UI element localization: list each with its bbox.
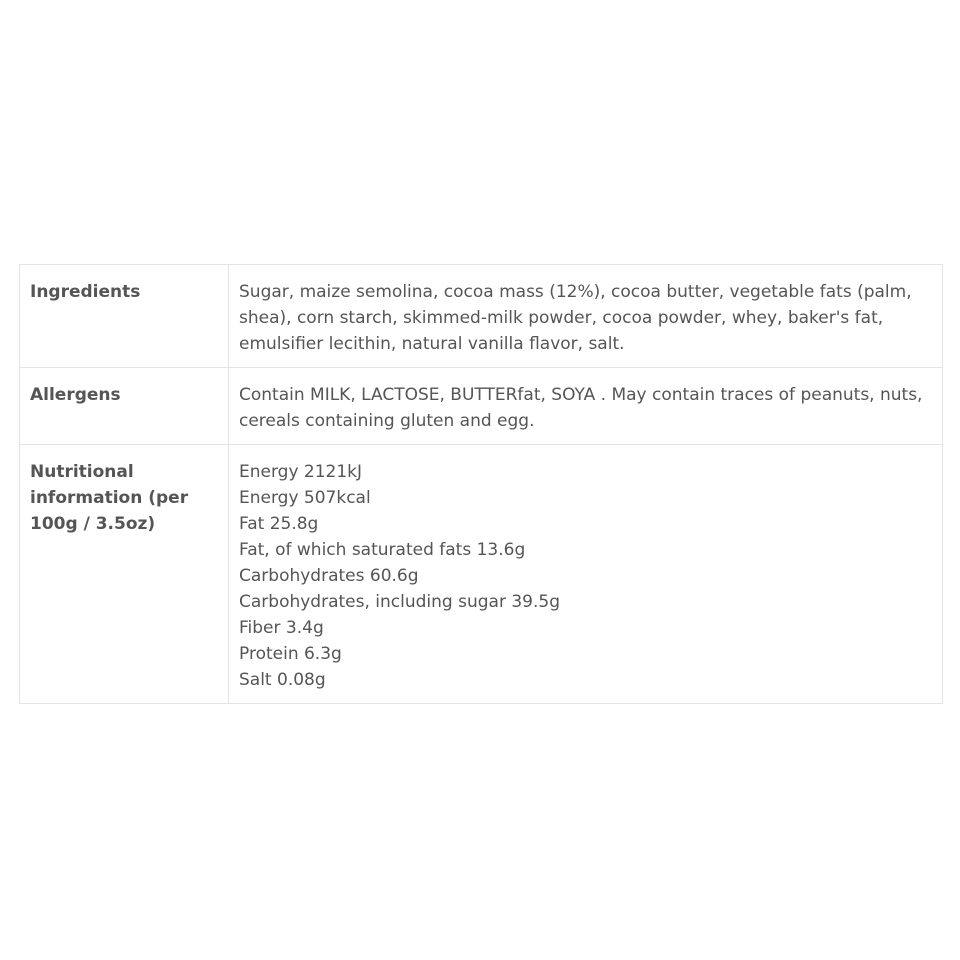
allergens-text: Contain MILK, LACTOSE, BUTTERfat, SOYA . May contain traces of peanuts, nuts, cereals containing gluten and egg. — [239, 385, 923, 431]
allergens-value — [229, 368, 943, 445]
table-row-ingredients — [20, 265, 943, 368]
nutrition-line: Fat 25.8g — [239, 514, 319, 534]
nutrition-line: Protein 6.3g — [239, 644, 342, 664]
nutrition-line: Carbohydrates, including sugar 39.5g — [239, 592, 560, 612]
allergens-label: Allergens — [20, 368, 229, 445]
nutrition-label: Nutritional information (per 100g / 3.5oz) — [20, 445, 229, 704]
nutrition-line: Energy 2121kJ — [239, 462, 363, 482]
ingredients-value — [229, 265, 943, 368]
nutrition-line: Carbohydrates 60.6g — [239, 566, 419, 586]
ingredients-text: Sugar, maize semolina, cocoa mass (12%), cocoa butter, vegetable fats (palm, shea), corn starch, skimmed-milk powder, cocoa powder, whey, baker's fat, emulsifier lecithin, natural vanilla flavor, salt. — [239, 282, 912, 354]
nutrition-values — [229, 445, 943, 704]
nutrition-line: Salt 0.08g — [239, 670, 326, 690]
nutrition-line: Fat, of which saturated fats 13.6g — [239, 540, 526, 560]
product-info-table — [19, 264, 943, 704]
table-row-allergens — [20, 368, 943, 445]
nutrition-line: Energy 507kcal — [239, 488, 371, 508]
table-row-nutrition — [20, 445, 943, 704]
nutrition-line: Fiber 3.4g — [239, 618, 324, 638]
ingredients-label: Ingredients — [20, 265, 229, 368]
